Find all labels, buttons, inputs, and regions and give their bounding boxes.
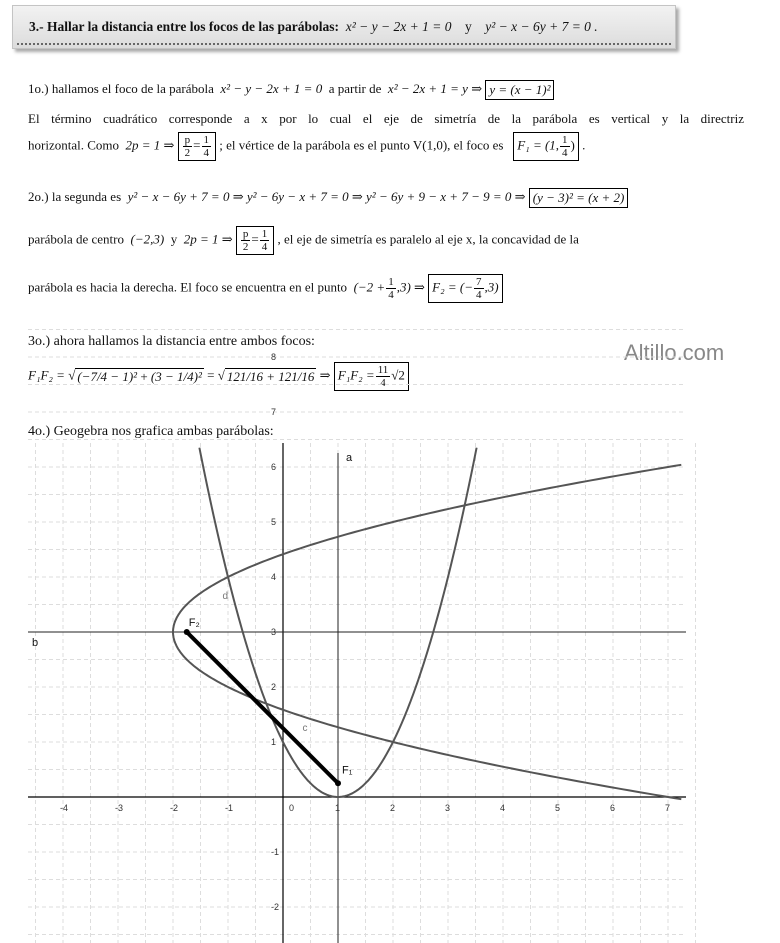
focal-segment: [187, 632, 338, 783]
x-tick-label: 6: [610, 803, 616, 813]
x-tick-label: -2: [170, 803, 179, 813]
fraction-numerator: 1: [203, 134, 210, 146]
grid-lines: [28, 330, 696, 943]
y-tick-label: 7: [271, 407, 277, 417]
fraction-denominator: 4: [203, 147, 210, 159]
focus-f2-box: [428, 274, 502, 303]
f2-label: F₂: [188, 617, 200, 629]
step1-line3: horizontal. Como 2p = 1 ⇒ $\frac{p}{2}$ = $\frac{1}{4}$ ; el vértice de la parábola es el punto V(1,0), el foco es F₁ = (1, $\frac{1}{4}$ ) .: [28, 134, 586, 159]
y-tick-label: 8: [271, 352, 277, 362]
y-tick-label: 1: [271, 737, 277, 747]
implies-arrow: ⇒: [319, 367, 331, 383]
step1-box-text: y = (x − 1)²: [489, 82, 551, 97]
step2-p-box: $\frac{p}{2}$ = $\frac{1}{4}$: [236, 226, 274, 255]
x-tick-label: 4: [500, 803, 506, 813]
focus-f1-fraction: [560, 134, 570, 159]
fraction-numerator: p: [242, 228, 249, 240]
step2-box-text: (y − 3)² = (x + 2): [532, 190, 625, 205]
x-tick-label: -3: [115, 803, 124, 813]
fraction-numerator: p: [184, 134, 191, 146]
sqrt-expression: [75, 368, 204, 385]
fraction-denominator: 4: [261, 241, 268, 253]
fraction-denominator: 4: [476, 289, 482, 301]
one-fourth-fraction: [202, 134, 212, 159]
step4-title: 4o.) Geogebra nos grafica ambas parábolas:: [28, 424, 274, 439]
y-tick-label: -2: [271, 902, 280, 912]
focus-f2-suffix: ,3): [484, 279, 499, 295]
step1-text-b: a partir de: [328, 80, 382, 96]
step2-center: (−2,3): [130, 231, 165, 247]
distance-result-box: [334, 362, 409, 391]
step2-line3: [28, 274, 503, 303]
axes: [28, 443, 686, 943]
sqrt-term-1: (−7/4 − 1)²: [77, 369, 138, 384]
step2-line2-eq: 2p = 1 ⇒: [183, 231, 233, 247]
distance-lhs: F₁F₂ =: [28, 367, 65, 383]
y-tick-label: -1: [271, 847, 280, 857]
x-tick-label: 5: [555, 803, 561, 813]
result-prefix: F₁F₂ =: [337, 367, 375, 383]
x-tick-label: -4: [60, 803, 69, 813]
fraction-denominator: 2: [242, 241, 249, 253]
problem-header: [12, 5, 676, 49]
fraction-numerator: 1: [261, 228, 268, 240]
step2-text-a: 2o.) la segunda es: [28, 188, 122, 204]
point-fraction: [386, 276, 396, 301]
curve-d-label: d: [222, 591, 229, 602]
fraction-numerator: 1: [562, 134, 568, 146]
step1-eq2: x² − 2x + 1 = y ⇒: [387, 80, 483, 96]
step2-line2: [28, 226, 579, 255]
step1-eq: x² − y − 2x + 1 = 0: [220, 80, 323, 96]
y-tick-label: 2: [271, 682, 277, 692]
step2-line1: [28, 188, 628, 208]
focus-f1-box: [513, 132, 579, 161]
equals-sign: =: [207, 367, 215, 383]
conjunction: y: [464, 19, 472, 34]
fraction-numerator: 11: [377, 364, 389, 376]
focus-f2-fraction: [474, 276, 484, 301]
step1-text-a: 1o.) hallamos el foco de la parábola: [28, 80, 214, 96]
focus-f1-point: [335, 780, 341, 786]
fraction-denominator: 4: [388, 289, 394, 301]
problem-text: 3.- Hallar la distancia entre los focos de las parábolas:: [29, 19, 339, 34]
x-tick-label: 7: [665, 803, 671, 813]
step2-eq: y² − x − 6y + 7 = 0 ⇒ y² − 6y − x + 7 = 0 ⇒ y² − 6y + 9 − x + 7 − 9 = 0 ⇒: [127, 188, 526, 204]
step2-line2-text-b: , el eje de simetría es paralelo al eje x, la concavidad de la: [277, 231, 579, 247]
altillo-watermark: Altillo.com: [624, 340, 725, 365]
line-a-label: a: [346, 452, 353, 464]
step1-p-box: $\frac{p}{2}$ = $\frac{1}{4}$: [178, 132, 216, 161]
plus-sign: +: [140, 369, 148, 384]
step2-conj: y: [170, 231, 178, 247]
focus-f1-prefix: F₁ = (1,: [517, 137, 560, 153]
fraction-denominator: 2: [184, 147, 191, 159]
y-tick-label: 5: [271, 517, 277, 527]
f1-label: F₁: [342, 764, 353, 777]
distance-formula: F₁F₂ = √ (−7/4 − 1)² + (3 − 1/4)² = √ 121/16 + 121/16 ⇒ F₁F₂ = $\frac{11}{4}$ √2: [28, 362, 409, 391]
header-dotted-border: [17, 43, 671, 45]
step1-result-box: [485, 80, 554, 100]
step2-line2-text-a: parábola de centro: [28, 231, 125, 247]
y-tick-label: 6: [271, 462, 277, 472]
result-fraction: [376, 364, 391, 389]
step2-line3-text-a: parábola es hacia la derecha. El foco se encuentra en el punto: [28, 279, 348, 295]
step2-result-box: [529, 188, 629, 208]
fraction-numerator: 1: [388, 276, 394, 288]
p-over-2-fraction: [241, 228, 251, 253]
y-tick-label: 3: [271, 627, 277, 637]
sqrt-expression-2: [225, 368, 317, 385]
y-tick-label: 4: [271, 572, 277, 582]
fraction-denominator: 4: [562, 147, 568, 159]
sqrt-term-2: (3 − 1/4)²: [150, 369, 202, 384]
problem-statement: [29, 19, 598, 35]
focus-f1-suffix: ): [570, 137, 575, 153]
focus-f2-point: [184, 629, 190, 635]
step1-line2: El término cuadrático corresponde a x por lo cual el eje de simetría de la parábola es vertical y la directriz: [28, 111, 744, 126]
step1-line3-text-a: horizontal. Como: [28, 137, 119, 153]
step1-line3-eq: 2p = 1 ⇒: [125, 137, 175, 153]
point-prefix: (−2 +: [353, 279, 386, 295]
point-suffix: ,3) ⇒: [396, 279, 425, 295]
focus-f2-prefix: F₂ = (−: [432, 279, 474, 295]
result-root: √2: [391, 367, 405, 383]
x-tick-label: -1: [225, 803, 234, 813]
sqrt-term-3: 121/16 + 121/16: [226, 369, 315, 384]
x-tick-label: 0: [289, 803, 295, 813]
fraction-numerator: 7: [476, 276, 482, 288]
step3-title: 3o.) ahora hallamos la distancia entre ambos focos:: [28, 334, 315, 349]
x-tick-label: 1: [335, 803, 341, 813]
p-over-2-fraction: [183, 134, 193, 159]
x-tick-label: 3: [445, 803, 451, 813]
one-fourth-fraction: [260, 228, 270, 253]
line-b-label: b: [32, 637, 39, 649]
equation-1: x² − y − 2x + 1 = 0: [345, 19, 452, 34]
step1-line3-text-b: ; el vértice de la parábola es el punto V(1,0), el foco es: [219, 137, 504, 153]
segment-c-label: c: [302, 723, 308, 734]
x-tick-label: 2: [390, 803, 396, 813]
fraction-denominator: 4: [380, 377, 386, 389]
equation-2: y² − x − 6y + 7 = 0 .: [485, 19, 598, 34]
step1-line1: [28, 80, 554, 100]
